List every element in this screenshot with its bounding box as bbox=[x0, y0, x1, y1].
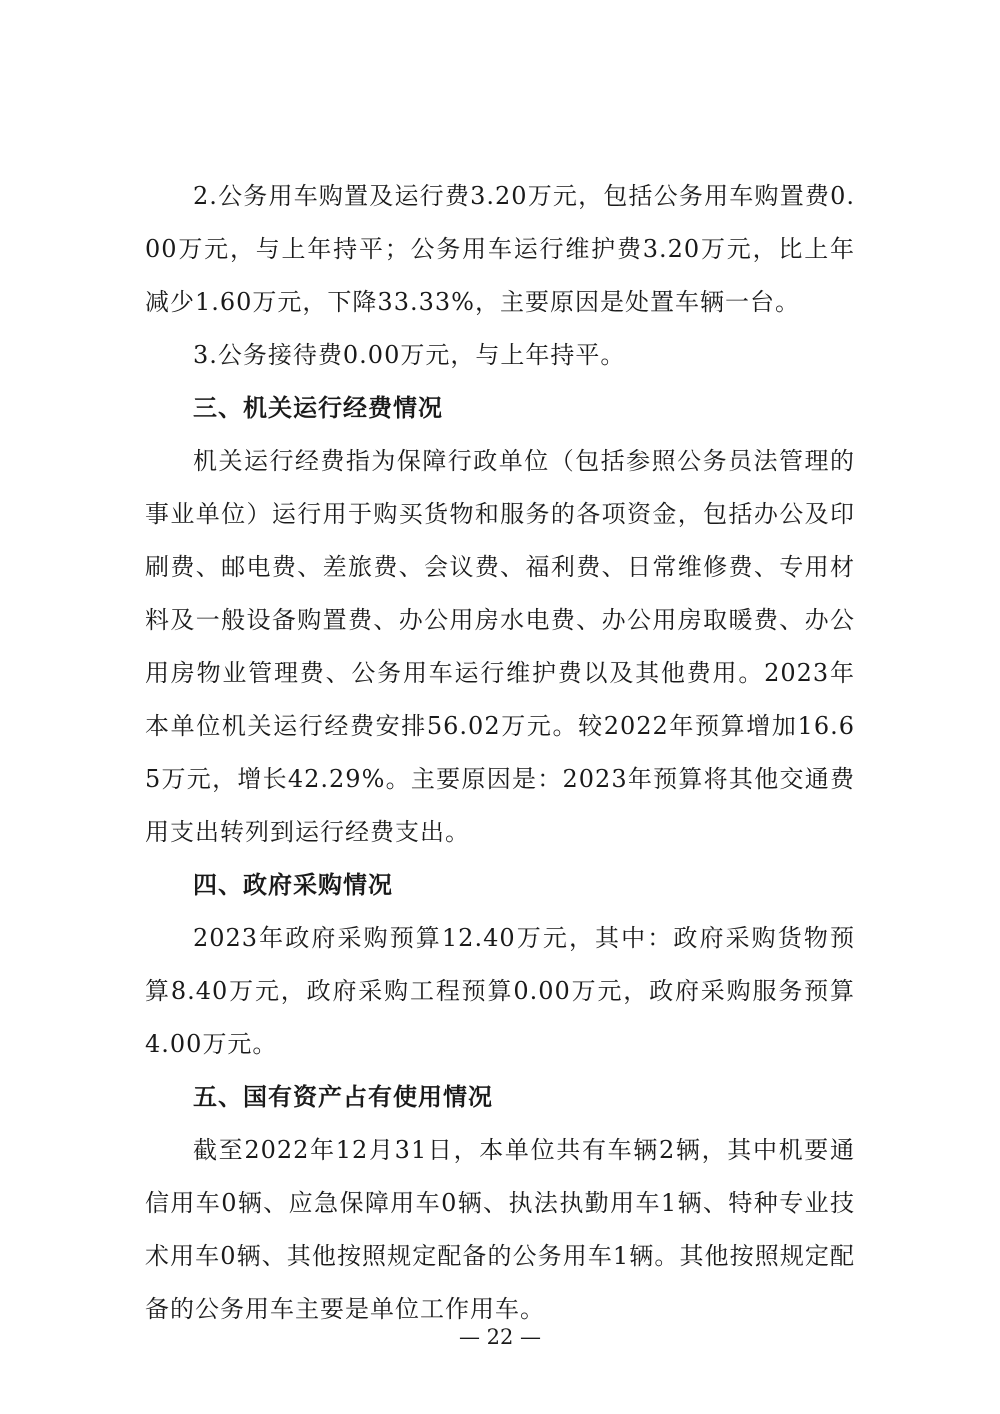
document-body bbox=[145, 170, 855, 1336]
paragraph-reception-costs: 3.公务接待费0.00万元，与上年持平。 bbox=[193, 341, 626, 369]
section-heading-operating-expenses: 三、机关运行经费情况 bbox=[193, 394, 443, 422]
page-number: — 22 — bbox=[458, 1325, 542, 1349]
section-heading-procurement: 四、政府采购情况 bbox=[193, 871, 393, 899]
paragraph-vehicle-costs: 2.公务用车购置及运行费3.20万元，包括公务用车购置费0.00万元，与上年持平；公务用车运行维护费3.20万元，比上年减少1.60万元，下降33.33%，主要原因是处置车辆一台。 bbox=[145, 182, 855, 316]
paragraph-operating-expenses: 机关运行经费指为保障行政单位（包括参照公务员法管理的事业单位）运行用于购买货物和服务的各项资金，包括办公及印刷费、邮电费、差旅费、会议费、福利费、日常维修费、专用材料及一般设备购置费、办公用房水电费、办公用房取暖费、办公用房物业管理费、公务用车运行维护费以及其他费用。2023年本单位机关运行经费安排56.02万元。较2022年预算增加16.65万元，增长42.29%。主要原因是：2023年预算将其他交通费用支出转列到运行经费支出。 bbox=[145, 447, 855, 846]
paragraph-procurement: 2023年政府采购预算12.40万元，其中：政府采购货物预算8.40万元，政府采购工程预算0.00万元，政府采购服务预算4.00万元。 bbox=[145, 924, 855, 1058]
paragraph-state-assets: 截至2022年12月31日，本单位共有车辆2辆，其中机要通信用车0辆、应急保障用车0辆、执法执勤用车1辆、特种专业技术用车0辆、其他按照规定配备的公务用车1辆。其他按照规定配备的公务用车主要是单位工作用车。 bbox=[145, 1136, 855, 1323]
section-heading-state-assets: 五、国有资产占有使用情况 bbox=[193, 1083, 493, 1111]
